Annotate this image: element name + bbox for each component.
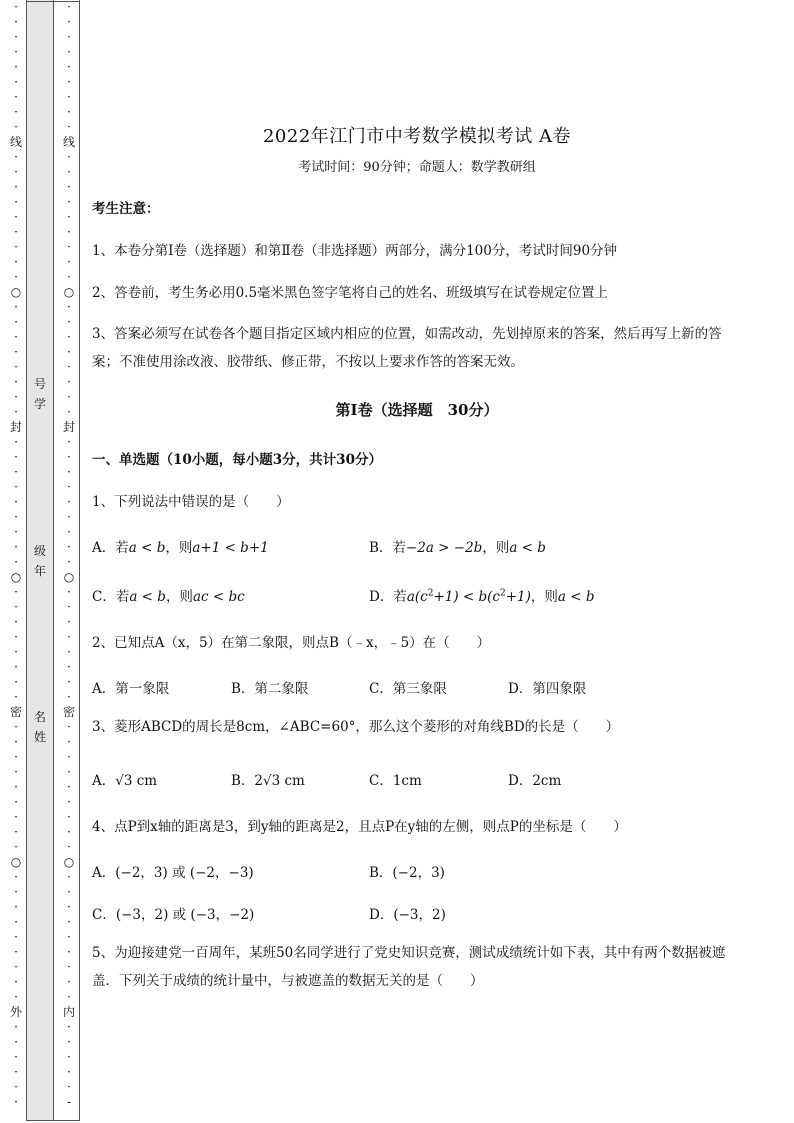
binding-dot: ·: [67, 975, 71, 989]
binding-dot: ·: [67, 180, 71, 194]
binding-dot: ·: [14, 915, 18, 929]
exam-title: 2022年江门市中考数学模拟考试 A卷: [262, 126, 572, 147]
option-text: ，则: [165, 589, 193, 605]
binding-dot: ·: [14, 105, 18, 119]
binding-dot: ·: [14, 810, 18, 824]
math-expression: a < b: [128, 540, 166, 556]
binding-dot: ·: [67, 1080, 71, 1094]
binding-dot: ·: [14, 630, 18, 644]
option-text: ，则: [482, 540, 510, 556]
option-d: D．(−3，2): [369, 907, 446, 923]
binding-dot: ·: [67, 45, 71, 59]
math-expression: a < b: [509, 540, 546, 556]
binding-dot: ·: [67, 870, 71, 884]
binding-dot: ·: [67, 90, 71, 104]
binding-dot: ·: [14, 1050, 18, 1064]
notice-heading: 考生注意：: [92, 201, 160, 217]
binding-mark: 线: [9, 135, 22, 149]
binding-dot: ·: [14, 15, 18, 29]
option-a: A．√3 cm: [92, 773, 158, 789]
binding-dot: ·: [14, 600, 18, 614]
binding-dot: ·: [67, 210, 71, 224]
binding-mark: 外: [9, 1005, 22, 1019]
binding-dot: ·: [14, 735, 18, 749]
binding-dot: ·: [14, 210, 18, 224]
binding-mark: 线: [62, 135, 75, 149]
binding-dot: ·: [67, 960, 71, 974]
option-d: [369, 585, 594, 605]
option-a: [92, 536, 269, 556]
binding-dot: ·: [67, 60, 71, 74]
binding-mark: ○: [10, 855, 22, 869]
binding-dot: ·: [67, 930, 71, 944]
math-expression: +1) < b(c: [433, 589, 500, 605]
notice-item: 2、答卷前，考生务必用0.5毫米黑色签字笔将自己的姓名、班级填写在试卷规定位置上: [92, 285, 609, 301]
binding-dot: ·: [14, 975, 18, 989]
binding-dot: ·: [67, 315, 71, 329]
binding-dot: ·: [67, 585, 71, 599]
inner-dotted-line: [61, 0, 77, 1123]
binding-dot: ·: [14, 60, 18, 74]
field-label-char: 学: [33, 397, 46, 411]
binding-dot: ·: [14, 405, 18, 419]
binding-dot: ·: [67, 105, 71, 119]
question-stem: 1、下列说法中错误的是（ ）: [92, 494, 290, 510]
binding-dot: ·: [14, 270, 18, 284]
field-label-char: 级: [33, 544, 46, 558]
option-b: B．2√3 cm: [231, 773, 305, 789]
binding-dot: ·: [67, 300, 71, 314]
binding-dot: ·: [14, 960, 18, 974]
binding-dot: ·: [14, 495, 18, 509]
option-a: A．(−2，3) 或 (−2，−3): [92, 865, 254, 881]
binding-dot: ·: [67, 825, 71, 839]
binding-dot: ·: [14, 225, 18, 239]
field-label-char: 姓: [33, 730, 46, 744]
question-stem: 4、点P到x轴的距离是3，到y轴的距离是2，且点P在y轴的左侧，则点P的坐标是（ ）: [92, 819, 627, 835]
option-text: ，则: [165, 540, 193, 556]
binding-dot: ·: [67, 255, 71, 269]
binding-dot: ·: [67, 885, 71, 899]
binding-dot: ·: [14, 390, 18, 404]
binding-mark: 封: [9, 420, 22, 434]
binding-dot: ·: [14, 150, 18, 164]
binding-dot: ·: [14, 195, 18, 209]
binding-dot: ·: [67, 630, 71, 644]
binding-mark: 密: [62, 705, 75, 719]
binding-dot: ·: [14, 840, 18, 854]
field-label-char: 年: [33, 564, 46, 578]
option-b: B．第二象限: [231, 681, 309, 697]
binding-dot: ·: [14, 255, 18, 269]
binding-dot: -: [66, 1095, 72, 1109]
option-b: [369, 536, 546, 556]
binding-dot: ·: [14, 825, 18, 839]
binding-dot: ·: [14, 795, 18, 809]
binding-mark: ○: [63, 570, 75, 584]
field-label-char: 号: [33, 377, 46, 391]
option-b: B．(−2，3): [369, 865, 445, 881]
part-one-title: 第I卷（选择题 30分）: [335, 401, 499, 419]
option-text: B．若: [369, 540, 406, 556]
binding-mark: ○: [63, 855, 75, 869]
binding-dot: ·: [67, 1035, 71, 1049]
binding-dot: ·: [14, 750, 18, 764]
option-text: C．若: [92, 589, 130, 605]
binding-dot: ·: [14, 690, 18, 704]
binding-mark: 密: [9, 705, 22, 719]
binding-dot: ·: [14, 660, 18, 674]
binding-dot: ·: [67, 675, 71, 689]
math-expression: −2a > −2b: [405, 540, 483, 556]
option-c: C．(−3，2) 或 (−3，−2): [92, 907, 255, 923]
binding-dot: ·: [14, 720, 18, 734]
binding-dot: ·: [14, 510, 18, 524]
math-expression: a+1 < b+1: [192, 540, 269, 556]
binding-dot: ·: [14, 945, 18, 959]
binding-dot: ·: [67, 540, 71, 554]
binding-dot: ·: [67, 735, 71, 749]
binding-dot: ·: [14, 165, 18, 179]
binding-dot: ·: [14, 1020, 18, 1034]
binding-dot: ·: [14, 900, 18, 914]
binding-dot: ·: [14, 0, 18, 14]
section-heading: 一、单选题（10小题，每小题3分，共计30分）: [92, 452, 382, 468]
binding-dot: ·: [67, 0, 71, 14]
option-d: D．2cm: [508, 773, 562, 789]
binding-dot: ·: [14, 885, 18, 899]
math-expression: +1): [505, 589, 531, 605]
binding-dot: ·: [14, 75, 18, 89]
option-c: C．1cm: [369, 773, 422, 789]
binding-dot: ·: [14, 345, 18, 359]
binding-dot: ·: [67, 525, 71, 539]
binding-dot: ·: [67, 465, 71, 479]
binding-dot: ·: [67, 915, 71, 929]
binding-dot: ·: [14, 1095, 18, 1109]
outer-dotted-line: [8, 0, 24, 1123]
binding-dot: ·: [67, 240, 71, 254]
binding-dot: ·: [14, 30, 18, 44]
binding-dot: ·: [67, 345, 71, 359]
binding-dot: ·: [14, 120, 18, 134]
binding-dot: ·: [67, 555, 71, 569]
exam-subtitle: 考试时间：90分钟；命题人：数学教研组: [298, 160, 536, 175]
option-c: [92, 585, 245, 605]
binding-mark: ○: [10, 570, 22, 584]
option-d: D．第四象限: [508, 681, 587, 697]
binding-dot: ·: [14, 450, 18, 464]
binding-dot: ·: [67, 165, 71, 179]
binding-dot: ·: [67, 795, 71, 809]
binding-dot: ·: [14, 1065, 18, 1079]
binding-dot: ·: [67, 225, 71, 239]
binding-dot: ·: [67, 450, 71, 464]
field-label-grade: [26, 541, 54, 581]
binding-dot: ·: [67, 1050, 71, 1064]
binding-dot: ·: [67, 660, 71, 674]
binding-dot: ·: [14, 675, 18, 689]
binding-dot: ·: [67, 495, 71, 509]
field-label-char: 名: [33, 710, 46, 724]
option-a: A．第一象限: [92, 681, 170, 697]
binding-dot: ·: [67, 765, 71, 779]
binding-dot: ·: [14, 525, 18, 539]
binding-dot: ·: [67, 1065, 71, 1079]
option-c: C．第三象限: [369, 681, 447, 697]
binding-dot: ·: [67, 360, 71, 374]
option-text: D．若: [369, 589, 407, 605]
binding-mark: 内: [62, 1005, 75, 1019]
binding-dot: ·: [67, 900, 71, 914]
binding-dot: ·: [14, 480, 18, 494]
binding-dot: ·: [14, 585, 18, 599]
binding-dot: ·: [14, 465, 18, 479]
question-stem: 3、菱形ABCD的周长是8cm，∠ABC=60°，那么这个菱形的对角线BD的长是（ ）: [92, 719, 620, 735]
binding-dot: ·: [14, 435, 18, 449]
binding-dot: ·: [67, 390, 71, 404]
binding-dot: ·: [67, 615, 71, 629]
binding-dot: ·: [14, 45, 18, 59]
binding-dot: ·: [14, 645, 18, 659]
binding-dot: ·: [14, 90, 18, 104]
math-expression: ac < bc: [192, 589, 245, 605]
binding-dot: ·: [67, 405, 71, 419]
binding-dot: ·: [67, 30, 71, 44]
binding-dot: ·: [14, 240, 18, 254]
binding-dot: ·: [14, 990, 18, 1004]
math-expression: a(c: [406, 589, 428, 605]
binding-dot: ·: [67, 195, 71, 209]
binding-dot: ·: [14, 615, 18, 629]
binding-dot: ·: [14, 375, 18, 389]
binding-dot: ·: [14, 330, 18, 344]
binding-dot: ·: [14, 930, 18, 944]
binding-dot: ·: [14, 765, 18, 779]
binding-dot: ·: [67, 150, 71, 164]
binding-dot: ·: [67, 435, 71, 449]
binding-mark: ○: [63, 285, 75, 299]
binding-dot: ·: [14, 360, 18, 374]
binding-dot: ·: [14, 1080, 18, 1094]
binding-dot: ·: [67, 600, 71, 614]
binding-dot: ·: [67, 510, 71, 524]
notice-item: 3、答案必须写在试卷各个题目指定区域内相应的位置，如需改动，先划掉原来的答案，然后再写上新的答案；不准使用涂改液、胶带纸、修正带，不按以上要求作答的答案无效。: [92, 326, 722, 370]
binding-dot: ·: [67, 75, 71, 89]
option-text: ，则: [530, 589, 558, 605]
notice-item: 1、本卷分第I卷（选择题）和第Ⅱ卷（非选择题）两部分，满分100分，考试时间90分钟: [92, 243, 618, 259]
field-label-student-id: [26, 374, 54, 414]
question-stem: 2、已知点A（x，5）在第二象限，则点B（﹣x，﹣5）在（ ）: [92, 635, 491, 651]
binding-dot: ·: [14, 870, 18, 884]
binding-dot: ·: [14, 300, 18, 314]
binding-dot: ·: [14, 1035, 18, 1049]
question-stem: 5、为迎接建党一百周年，某班50名同学进行了党史知识竞赛，测试成绩统计如下表，其中有两个数据被遮盖．下列关于成绩的统计量中，与被遮盖的数据无关的是（ ）: [92, 945, 726, 989]
option-text: A．若: [92, 540, 129, 556]
binding-dot: ·: [67, 690, 71, 704]
binding-dot: ·: [67, 945, 71, 959]
binding-dot: ·: [14, 315, 18, 329]
binding-dot: ·: [14, 540, 18, 554]
binding-dot: ·: [67, 270, 71, 284]
binding-dot: ·: [67, 840, 71, 854]
binding-dot: ·: [67, 810, 71, 824]
math-expression: a < b: [557, 589, 595, 605]
binding-strip-border: [79, 0, 80, 1121]
binding-dot: ·: [67, 375, 71, 389]
field-label-name: [26, 707, 54, 747]
binding-dot: ·: [67, 990, 71, 1004]
binding-mark: 封: [62, 420, 75, 434]
binding-dot: ·: [67, 750, 71, 764]
binding-dot: ·: [67, 330, 71, 344]
binding-dot: ·: [67, 780, 71, 794]
binding-dot: ·: [14, 555, 18, 569]
binding-dot: ·: [67, 120, 71, 134]
binding-dot: ·: [14, 780, 18, 794]
binding-dot: ·: [67, 645, 71, 659]
binding-dot: ·: [67, 15, 71, 29]
binding-dot: ·: [67, 720, 71, 734]
math-exponent: 2: [499, 588, 506, 599]
math-exponent: 2: [427, 588, 434, 599]
binding-dot: ·: [14, 180, 18, 194]
binding-mark: ○: [10, 285, 22, 299]
binding-dot: ·: [67, 1020, 71, 1034]
math-expression: a < b: [129, 589, 166, 605]
binding-dot: ·: [67, 480, 71, 494]
